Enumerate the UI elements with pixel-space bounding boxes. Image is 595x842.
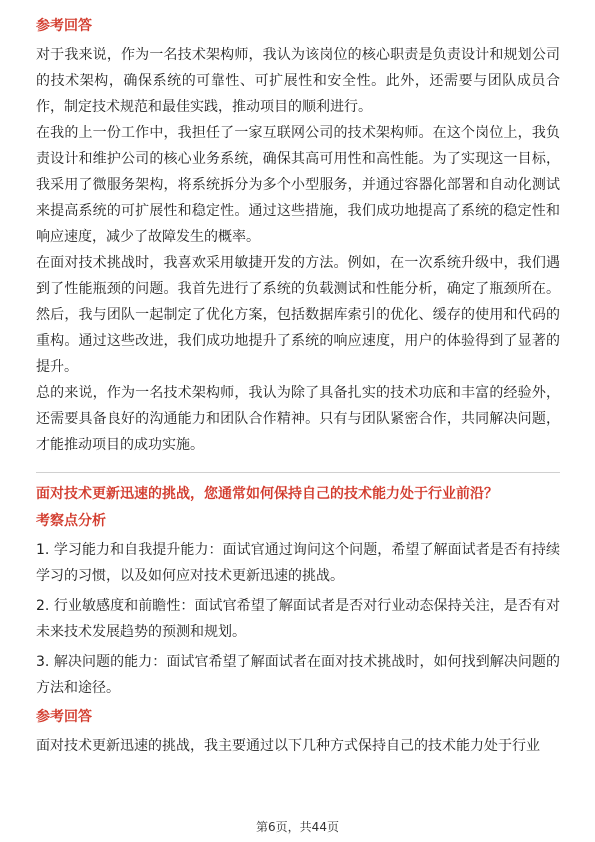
answer-paragraph-2: 在我的上一份工作中，我担任了一家互联网公司的技术架构师。在这个岗位上，我负责设计和维护公司的核心业务系统，确保其高可用性和高性能。为了实现这一目标，我采用了微服务架构，将系统拆分为多个小型服务，并通过容器化部署和自动化测试来提高系统的可扩展性和稳定性。通过这些措施，我们成功地提高了系统的稳定性和响应速度，减少了故障发生的概率。	[36, 125, 560, 245]
analysis-point-2: 2. 行业敏感度和前瞻性：面试官希望了解面试者是否对行业动态保持关注，是否有对未来技术发展趋势的预测和规划。	[36, 598, 560, 640]
reference-answer-heading-2: 参考回答	[36, 709, 92, 725]
document-page	[36, 12, 560, 759]
answer-paragraph-1: 对于我来说，作为一名技术架构师，我认为该岗位的核心职责是负责设计和规划公司的技术架构，确保系统的可靠性、可扩展性和安全性。此外，还需要与团队成员合作，制定技术规范和最佳实践，推动项目的顺利进行。	[36, 47, 560, 115]
analysis-point-1: 1. 学习能力和自我提升能力：面试官通过询问这个问题，希望了解面试者是否有持续学习的习惯，以及如何应对技术更新迅速的挑战。	[36, 542, 560, 584]
section-divider	[36, 472, 560, 473]
analysis-heading: 考察点分析	[36, 513, 106, 529]
reference-answer-heading: 参考回答	[36, 18, 92, 34]
answer-paragraph-3: 在面对技术挑战时，我喜欢采用敏捷开发的方法。例如，在一次系统升级中，我们遇到了性能瓶颈的问题。我首先进行了系统的负载测试和性能分析，确定了瓶颈所在。然后，我与团队一起制定了优化方案，包括数据库索引的优化、缓存的使用和代码的重构。通过这些改进，我们成功地提升了系统的响应速度，用户的体验得到了显著的提升。	[36, 255, 560, 375]
analysis-point-3: 3. 解决问题的能力：面试官希望了解面试者在面对技术挑战时，如何找到解决问题的方法和途径。	[36, 654, 560, 696]
page-number: 第6页，共44页	[256, 820, 339, 834]
answer-paragraph-4: 总的来说，作为一名技术架构师，我认为除了具备扎实的技术功底和丰富的经验外，还需要具备良好的沟通能力和团队合作精神。只有与团队紧密合作，共同解决问题，才能推动项目的成功实施。	[36, 385, 560, 453]
question-title: 面对技术更新迅速的挑战，您通常如何保持自己的技术能力处于行业前沿？	[36, 486, 498, 502]
answer-start-paragraph: 面对技术更新迅速的挑战，我主要通过以下几种方式保持自己的技术能力处于行业	[36, 738, 540, 754]
